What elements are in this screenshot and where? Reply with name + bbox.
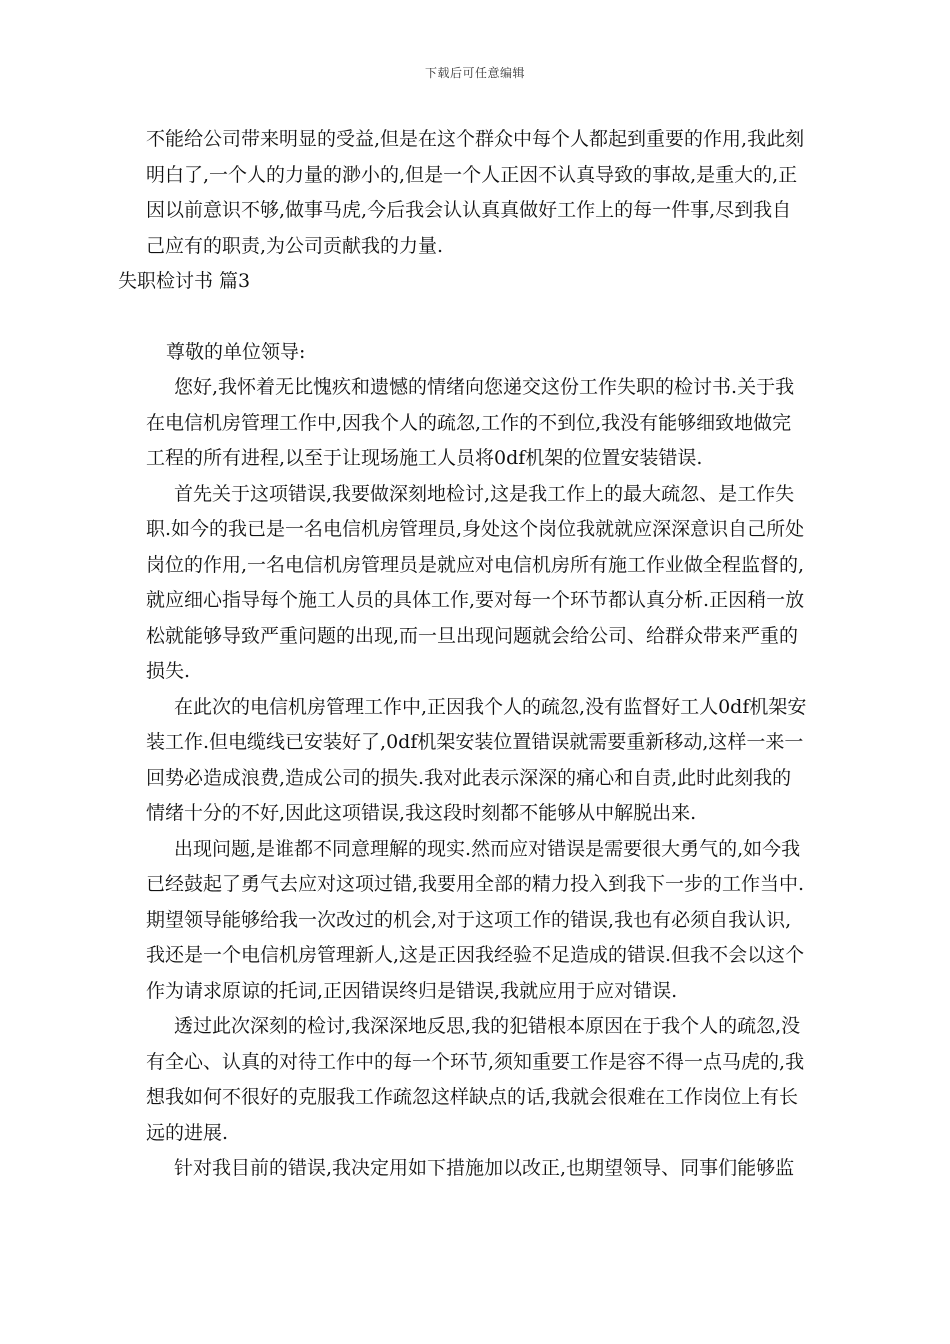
paragraph-1: 您好,我怀着无比愧疚和遗憾的情绪向您递交这份工作失职的检讨书.关于我在电信机房管理工作中,因我个人的疏忽,工作的不到位,我没有能够细致地做完工程的所有进程,以至于让现场施工人员将0df机架的位置安装错误. — [146, 376, 795, 469]
paragraph-4: 出现问题,是谁都不同意理解的现实.然而应对错误是需要很大勇气的,如今我已经鼓起了勇气去应对这项过错,我要用全部的精力投入到我下一步的工作当中.期望领导能够给我一次改过的机会,对于这项工作的错误,我也有必须自我认识,我还是一个电信机房管理新人,这是正因我经验不足造成的错误.但我不会以这个作为请求原谅的托词,正因错误终归是错误,我就应用于应对错误. — [146, 837, 805, 1002]
page-header-note: 下载后可任意编辑 — [424, 66, 525, 80]
paragraph-5: 透过此次深刻的检讨,我深深地反思,我的犯错根本原因在于我个人的疏忽,没有全心、认真的对待工作中的每一个环节,须知重要工作是容不得一点马虎的,我想我如何不很好的克服我工作疏忽这样缺点的话,我就会很难在工作岗位上有长远的进展. — [146, 1015, 805, 1144]
paragraph-3: 在此次的电信机房管理工作中,正因我个人的疏忽,没有监督好工人0df机架安装工作.但电缆线已安装好了,0df机架安装位置错误就需要重新移动,这样一来一回势必造成浪费,造成公司的损失.我对此表示深深的痛心和自责,此时此刻我的情绪十分的不好,因此这项错误,我这段时刻都不能够从中解脱出来. — [146, 695, 807, 824]
intro-paragraph: 不能给公司带来明显的受益,但是在这个群众中每个人都起到重要的作用,我此刻明白了,一个人的力量的渺小的,但是一个人正因不认真导致的事故,是重大的,正因以前意识不够,做事马虎,今后我会认认真真做好工作上的每一件事,尽到我自己应有的职责,为公司贡献我的力量. — [146, 128, 805, 257]
section-title: 失职检讨书 篇3 — [118, 270, 251, 292]
paragraph-2: 首先关于这项错误,我要做深刻地检讨,这是我工作上的最大疏忽、是工作失职.如今的我已是一名电信机房管理员,身处这个岗位我就就应深深意识自己所处岗位的作用,一名电信机房管理员是就应对电信机房所有施工作业做全程监督的,就应细心指导每个施工人员的具体工作,要对每一个环节都认真分析.正因稍一放松就能够导致严重问题的出现,而一旦出现问题就会给公司、给群众带来严重的损失. — [146, 482, 805, 682]
paragraph-6: 针对我目前的错误,我决定用如下措施加以改正,也期望领导、同事们能够监 — [174, 1157, 795, 1179]
document-body — [118, 122, 810, 1187]
blank-line — [146, 300, 810, 335]
salutation: 尊敬的单位领导: — [166, 340, 306, 363]
